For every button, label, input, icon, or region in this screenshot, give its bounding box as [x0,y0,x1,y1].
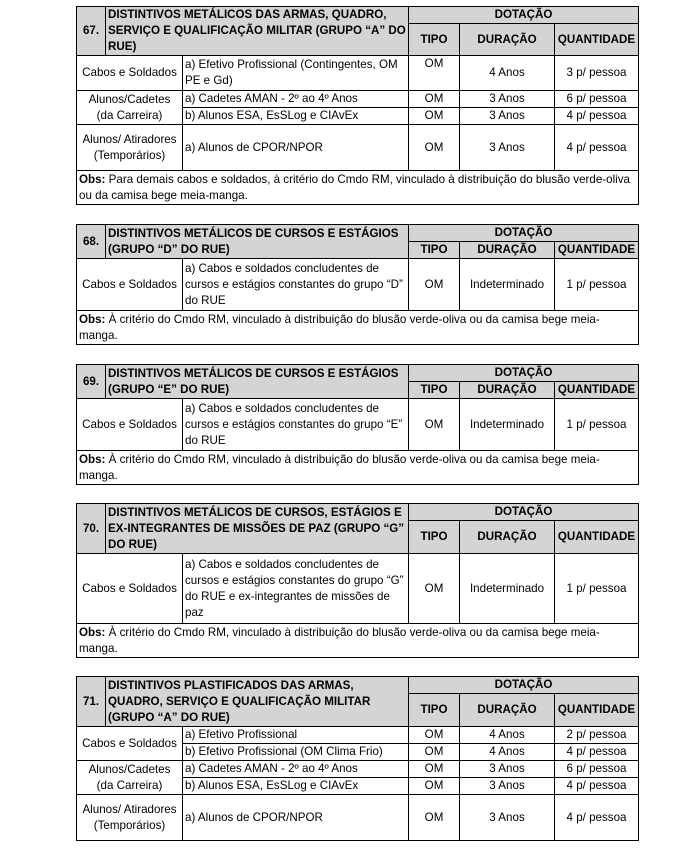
item-number: 67. [77,7,106,56]
obs-note [77,171,639,205]
obs-text: À critério do Cmdo RM, vinculado à distribuição do blusão verde-oliva ou da camisa bege meia-manga. [79,625,600,655]
description-cell: a) Cabos e soldados concludentes de cursos e estágios constantes do grupo “D” do RUE [183,259,409,311]
category-cell: Alunos/ Atiradores (Temporários) [77,125,183,171]
description-cell: b) Efetivo Profissional (OM Clima Frio) [183,744,409,761]
duracao-cell: Indeterminado [460,399,555,451]
quantidade-cell: 4 p/ pessoa [555,795,639,841]
obs-note [77,311,639,345]
table-row [77,91,639,108]
description-cell: b) Alunos ESA, EsSLog e CIAvEx [183,778,409,795]
item-number: 68. [77,225,106,259]
quantidade-cell: 4 p/ pessoa [555,108,639,125]
description-cell: a) Efetivo Profissional [183,727,409,744]
quantidade-cell: 4 p/ pessoa [555,125,639,171]
tipo-cell: OM [409,761,460,778]
category-cell: Cabos e Soldados [77,727,183,761]
duracao-cell: Indeterminado [460,259,555,311]
tipo-header: TIPO [409,382,460,399]
obs-text: À critério do Cmdo RM, vinculado à distribuição do blusão verde-oliva ou da camisa bege meia-manga. [79,452,600,482]
obs-note [77,624,639,658]
tipo-header: TIPO [409,242,460,259]
tipo-cell: OM [409,399,460,451]
table-title: DISTINTIVOS METÁLICOS DE CURSOS, ESTÁGIOS E EX-INTEGRANTES DE MISSÕES DE PAZ (GRUPO “G” DO RUE) [106,504,409,554]
duracao-cell: 3 Anos [460,108,555,125]
table-row [77,761,639,778]
tipo-cell: OM [409,778,460,795]
duracao-cell: 3 Anos [460,795,555,841]
table-67 [76,6,639,205]
quantidade-cell: 4 p/ pessoa [555,744,639,761]
tipo-header: TIPO [409,521,460,554]
tipo-cell: OM [409,125,460,171]
item-number: 70. [77,504,106,554]
category-cell: Cabos e Soldados [77,259,183,311]
duracao-header: DURAÇÃO [460,242,555,259]
description-cell: a) Efetivo Profissional (Contingentes, OM PE e Gd) [183,56,409,91]
description-cell: a) Cabos e soldados concludentes de cursos e estágios constantes do grupo “G” do RUE e ex-integrantes de missões de paz [183,554,409,624]
quantidade-header: QUANTIDADE [555,521,639,554]
duracao-header: DURAÇÃO [460,521,555,554]
tipo-cell: OM [409,744,460,761]
table-title: DISTINTIVOS METÁLICOS DE CURSOS E ESTÁGIOS (GRUPO “D” DO RUE) [106,225,409,259]
category-cell: Alunos/Cadetes (da Carreira) [77,761,183,795]
table-title: DISTINTIVOS PLASTIFICADOS DAS ARMAS, QUADRO, SERVIÇO E QUALIFICAÇÃO MILITAR (GRUPO “A” DO RUE) [106,677,409,727]
tipo-cell: OM [409,259,460,311]
table-68 [76,224,639,345]
obs-label: Obs: [79,625,106,639]
category-cell: Alunos/ Atiradores (Temporários) [77,795,183,841]
tipo-cell: OM [409,91,460,108]
duracao-cell: 3 Anos [460,91,555,108]
table-70 [76,503,639,658]
table-row [77,125,639,171]
tipo-header: TIPO [409,694,460,727]
table-row [77,399,639,451]
quantidade-cell: 6 p/ pessoa [555,91,639,108]
quantidade-header: QUANTIDADE [555,24,639,56]
item-number: 71. [77,677,106,727]
table-title: DISTINTIVOS METÁLICOS DE CURSOS E ESTÁGIOS (GRUPO “E” DO RUE) [106,365,409,399]
table-row [77,727,639,744]
quantidade-cell: 1 p/ pessoa [555,399,639,451]
obs-text: Para demais cabos e soldados, à critério do Cmdo RM, vinculado à distribuição do blusão verde-oliva ou da camisa bege meia-manga. [79,172,631,202]
description-cell: a) Alunos de CPOR/NPOR [183,795,409,841]
duracao-header: DURAÇÃO [460,382,555,399]
quantidade-cell: 6 p/ pessoa [555,761,639,778]
obs-label: Obs: [79,172,106,186]
duracao-cell: Indeterminado [460,554,555,624]
tipo-cell: OM [409,56,460,91]
tipo-cell: OM [409,554,460,624]
obs-label: Obs: [79,452,106,466]
quantidade-cell: 2 p/ pessoa [555,727,639,744]
category-cell: Alunos/Cadetes (da Carreira) [77,91,183,125]
item-number: 69. [77,365,106,399]
dotacao-header: DOTAÇÃO [409,7,639,24]
dotacao-header: DOTAÇÃO [409,504,639,521]
description-cell: a) Cadetes AMAN - 2º ao 4º Anos [183,761,409,778]
description-cell: a) Cabos e soldados concludentes de cursos e estágios constantes do grupo “E” do RUE [183,399,409,451]
table-69 [76,364,639,485]
table-row [77,795,639,841]
quantidade-header: QUANTIDADE [555,694,639,727]
description-cell: a) Alunos de CPOR/NPOR [183,125,409,171]
duracao-header: DURAÇÃO [460,694,555,727]
quantidade-cell: 4 p/ pessoa [555,778,639,795]
duracao-cell: 4 Anos [460,727,555,744]
obs-label: Obs: [79,312,106,326]
duracao-cell: 3 Anos [460,125,555,171]
description-cell: a) Cadetes AMAN - 2º ao 4º Anos [183,91,409,108]
duracao-cell: 3 Anos [460,778,555,795]
duracao-cell: 4 Anos [460,56,555,91]
category-cell: Cabos e Soldados [77,554,183,624]
category-cell: Cabos e Soldados [77,399,183,451]
tipo-cell: OM [409,108,460,125]
table-title: DISTINTIVOS METÁLICOS DAS ARMAS, QUADRO, SERVIÇO E QUALIFICAÇÃO MILITAR (GRUPO “A” DO RUE) [106,7,409,56]
table-71 [76,676,639,841]
dotacao-header: DOTAÇÃO [409,225,639,242]
quantidade-header: QUANTIDADE [555,242,639,259]
duracao-cell: 3 Anos [460,761,555,778]
table-row [77,56,639,91]
obs-text: À critério do Cmdo RM, vinculado à distribuição do blusão verde-oliva ou da camisa bege meia-manga. [79,312,600,342]
dotacao-header: DOTAÇÃO [409,365,639,382]
duracao-cell: 4 Anos [460,744,555,761]
dotacao-header: DOTAÇÃO [409,677,639,694]
table-row [77,554,639,624]
obs-note [77,451,639,485]
duracao-header: DURAÇÃO [460,24,555,56]
table-row [77,259,639,311]
tipo-cell: OM [409,795,460,841]
category-cell: Cabos e Soldados [77,56,183,91]
quantidade-cell: 1 p/ pessoa [555,259,639,311]
description-cell: b) Alunos ESA, EsSLog e CIAvEx [183,108,409,125]
quantidade-cell: 3 p/ pessoa [555,56,639,91]
quantidade-header: QUANTIDADE [555,382,639,399]
quantidade-cell: 1 p/ pessoa [555,554,639,624]
tipo-cell: OM [409,727,460,744]
tipo-header: TIPO [409,24,460,56]
